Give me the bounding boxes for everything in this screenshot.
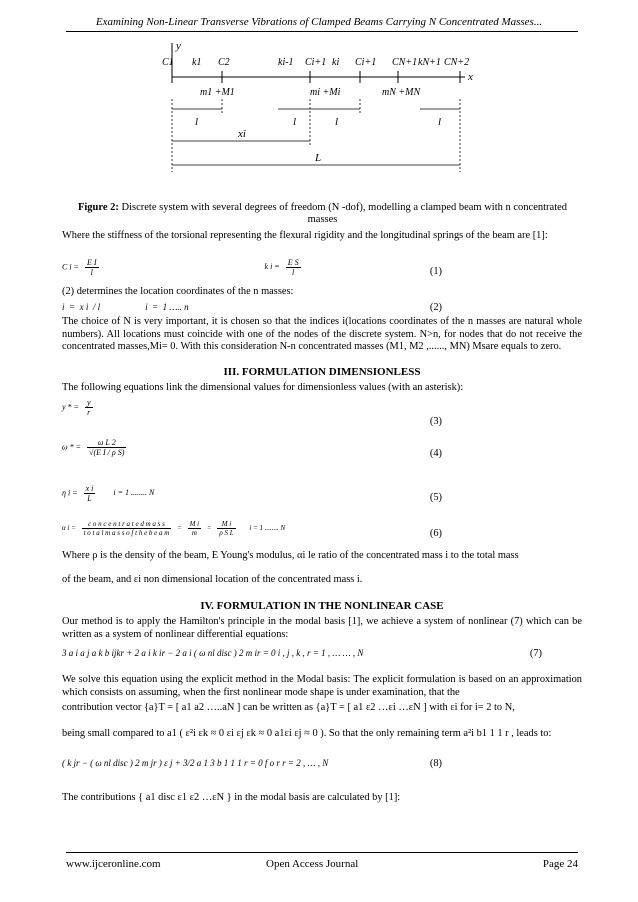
paragraph-hamilton: Our method is to apply the Hamilton's principle in the modal basis [1], we achieve a system of nonlinear (7) which can be written as a system of nonlinear differential equations: <box>62 616 582 640</box>
paragraph-choice-n: The choice of N is very important, it is chosen so that the indices i(locations coordinates of the n masses are natural whole numbers). All locations must coincide with one of the nodes of the discrete system. N>n, for nodes that do not receive the concentrated masses,Mi= 0. With this consideration N-n concentrated masses (M1, M2 ,......, MN) Msare equals to zero. <box>62 316 582 353</box>
equation-8: ( k jr − ( ω nl disc ) 2 m jr ) ε j + 3/2 a 1 3 b 1 1 1 r = 0 f o r r = 2 , … , N (8) <box>62 758 442 769</box>
header-rule <box>66 31 578 32</box>
spring-kn1: kN+1 <box>418 57 441 68</box>
support-ci: Ci+1 <box>305 57 327 68</box>
mass-1: m1 +M1 <box>200 87 235 98</box>
eq2-number: (2) <box>429 302 442 313</box>
y-axis-label: y <box>176 40 181 52</box>
footer-url[interactable]: www.ijceronline.com <box>66 858 161 870</box>
equation-7: 3 a i a j a k b ijkr + 2 a i k ir − 2 a i ( ω nl disc ) 2 m ir = 0 i , j , k , r = 1 , … … , N (7) <box>62 648 542 659</box>
span-l-4: l <box>438 116 442 128</box>
spring-k1: k1 <box>192 57 202 68</box>
eq4-number: (4) <box>429 448 442 459</box>
L-label: L <box>315 152 322 164</box>
running-header: Examining Non-Linear Transverse Vibrations of Clamped Beams Carrying N Concentrated Masses... <box>95 16 543 28</box>
support-cn2: CN+2 <box>444 57 470 68</box>
paragraph-dimensionless: The following equations link the dimensional values for dimensionless values (with an asterisk): <box>62 382 464 393</box>
support-labels <box>162 57 469 68</box>
paragraph-small: being small compared to a1 ( ε²i εk ≈ 0 εi εj εk ≈ 0 a1εi εj ≈ 0 ). So that the only remaining term a²i b1 1 1 r , leads to: <box>62 728 552 739</box>
footer-page-number: Page 24 <box>542 858 578 870</box>
footer <box>66 858 578 872</box>
spring-ki-1: ki-1 <box>278 57 294 68</box>
footer-journal: Open Access Journal <box>266 858 359 870</box>
span-l-3: l <box>335 116 339 128</box>
mass-n: mN +MN <box>382 87 421 98</box>
equation-6: α i = $\frac{\text{c o n c e n t r a t e d m a s s}}{\text{t o t a l m a s s o f t h e b e a m}}$ = $\frac{\text{M i}}{m}$ = $\frac{\text{M i}}{\text{ρ S L}}$ i = 1 ........ N (6) <box>62 520 442 539</box>
eq7-number: (7) <box>529 648 542 659</box>
beam-figure <box>160 37 490 197</box>
support-cn1: CN+1 <box>392 57 418 68</box>
caption-label: Figure 2: <box>77 202 119 213</box>
caption-text: Discrete system with several degrees of freedom (N -dof), modelling a clamped beam with n concentrated masses <box>118 202 568 225</box>
mass-i: mi +Mi <box>310 87 341 98</box>
paragraph-explicit: We solve this equation using the explicit method in the Modal basis: The explicit formulation is based on an approximation which consists on assuming, when the first nonlinear mode shape is under examination, that the <box>62 674 582 698</box>
eq8-number: (8) <box>429 758 442 769</box>
equation-3: y * = $\frac{y}{r}$ (3) <box>62 398 442 427</box>
paragraph-stiffness: Where the stiffness of the torsional representing the flexural rigidity and the longitudinal springs of the beam are [1]: <box>62 230 548 241</box>
paragraph-epsilon: of the beam, and εi non dimensional location of the concentrated mass i. <box>62 574 363 585</box>
paragraph-location: (2) determines the location coordinates of the n masses: <box>62 286 294 297</box>
xi-label: xi <box>238 128 246 140</box>
equation-1: C i = $\frac{\text{E I}}{l}$ k i = $\frac{\text{E S}}{l}$ (1) <box>62 258 442 277</box>
eq3-number: (3) <box>429 416 442 427</box>
support-c1: C1 <box>162 57 174 68</box>
span-l-1: l <box>195 116 199 128</box>
paragraph-where-rho: Where ρ is the density of the beam, E Young's modulus, αi le ratio of the concentrated mass i to the total mass <box>62 550 519 561</box>
eq6-number: (6) <box>429 528 442 539</box>
figure-caption <box>70 202 575 226</box>
eq1-number: (1) <box>429 266 442 277</box>
section-heading-4: IV. FORMULATION IN THE NONLINEAR CASE <box>200 600 444 612</box>
eq5-number: (5) <box>429 492 442 503</box>
section-heading-3: III. FORMULATION DIMENSIONLESS <box>223 366 421 378</box>
x-axis-label: x <box>468 71 473 83</box>
equation-5: η i = $\frac{\text{x i}}{L}$ i = 1 ........ N (5) <box>62 484 442 503</box>
equation-2: i = x i / l i = 1 ….. n (2) <box>62 302 442 313</box>
paragraph-contributions: The contributions { a1 disc ε1 ε2 …εN } in the modal basis are calculated by [1]: <box>62 792 401 803</box>
footer-rule <box>66 852 578 853</box>
support-c2: C2 <box>218 57 230 68</box>
paragraph-contribution-vector: contribution vector {a}T = [ a1 a2 …..aN ] can be written as {a}T = [ a1 ε2 …εi …εN ] with εi for i= 2 to N, <box>62 702 515 713</box>
span-l-2: l <box>293 116 297 128</box>
equation-4: ω * = $\frac{\text{ω L 2}}{\text{√(E I / ρ S)}}$ (4) <box>62 438 442 459</box>
support-ci1: Ci+1 <box>355 57 377 68</box>
spring-ki: ki <box>332 57 340 68</box>
